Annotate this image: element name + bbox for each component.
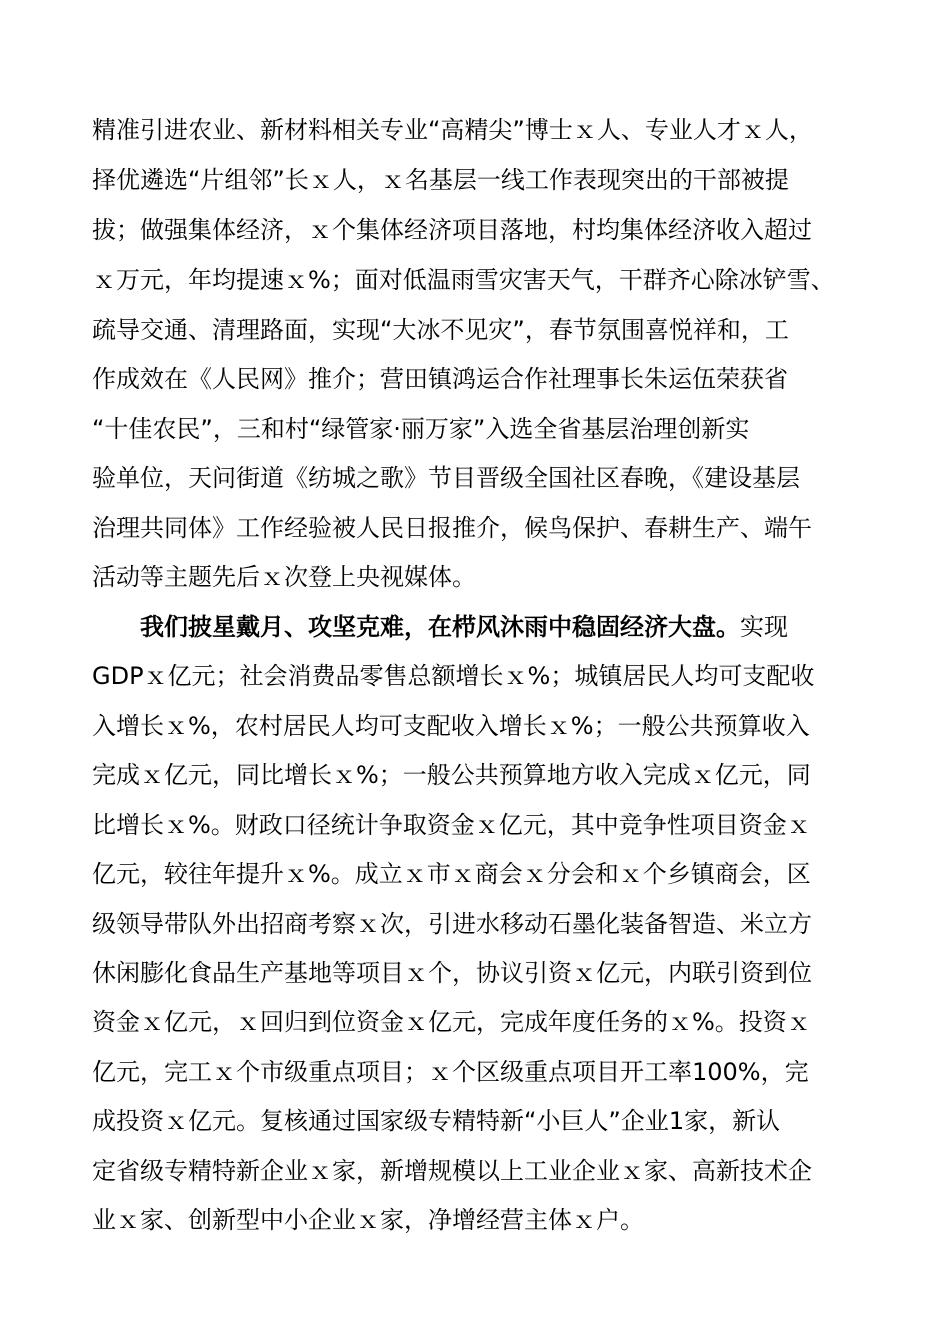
paragraph2-first-line — [140, 607, 872, 647]
paragraph1-line: “十佳农民”，三和村“绿管家·丽万家”入选全省基层治理创新实 — [92, 415, 750, 443]
paragraph2-line: 完成ｘ亿元，同比增长ｘ%；一般公共预算地方收入完成ｘ亿元，同 — [92, 761, 811, 789]
paragraph2-line: 成投资ｘ亿元。复核通过国家级专精特新“小巨人”企业1家，新认 — [92, 1107, 781, 1135]
paragraph2-line: 休闲膨化食品生产基地等项目ｘ个，协议引资ｘ亿元，内联引资到位 — [92, 959, 812, 987]
paragraph2-line: 入增长ｘ%，农村居民人均可支配收入增长ｘ%；一般公共预算收入 — [92, 712, 810, 740]
paragraph2-line: 级领导带队外出招商考察ｘ次，引进水移动石墨化装备智造、米立方 — [92, 910, 812, 938]
paragraph2-line: 亿元，完工ｘ个市级重点项目；ｘ个区级重点项目开工率100%，完 — [92, 1058, 809, 1086]
paragraph2-line: 定省级专精特新企业ｘ家，新增规模以上工业企业ｘ家、高新技术企 — [92, 1157, 812, 1185]
paragraph1-line: 择优遴选“片组邻”长ｘ人，ｘ名基层一线工作表现突出的干部被提 — [92, 166, 789, 194]
paragraph2-heading: 我们披星戴月、攻坚克难，在栉风沐雨中稳固经济大盘。 — [140, 613, 740, 641]
paragraph1-line: 精准引进农业、新材料相关专业“高精尖”博士ｘ人、专业人才ｘ人， — [92, 116, 813, 144]
paragraph1-line: 疏导交通、清理路面，实现“大冰不见灾”，春节氛围喜悦祥和，工 — [92, 316, 789, 344]
paragraph1-line: 治理共同体》工作经验被人民日报推介，候鸟保护、春耕生产、端午 — [92, 514, 812, 542]
paragraph1-line: 验单位，天问街道《纺城之歌》节目晋级全国社区春晚，《建设基层 — [92, 464, 800, 492]
paragraph2-line: 比增长ｘ%。财政口径统计争取资金ｘ亿元，其中竞争性项目资金ｘ — [92, 811, 811, 839]
paragraph1-line: 拔；做强集体经济，ｘ个集体经济项目落地，村均集体经济收入超过 — [92, 216, 812, 244]
paragraph2-line: GDPｘ亿元；社会消费品零售总额增长ｘ%；城镇居民人均可支配收 — [92, 662, 815, 690]
paragraph2-line: 亿元，较往年提升ｘ%。成立ｘ市ｘ商会ｘ分会和ｘ个乡镇商会，区 — [92, 860, 811, 888]
paragraph2-line: 业ｘ家、创新型中小企业ｘ家，净增经营主体ｘ户。 — [92, 1206, 644, 1234]
paragraph2-line: 资金ｘ亿元，ｘ回归到位资金ｘ亿元，完成年度任务的ｘ%。投资ｘ — [92, 1008, 811, 1036]
paragraph2-first-line-rest: 实现 — [740, 613, 788, 641]
paragraph1-line: ｘ万元，年均提速ｘ%；面对低温雨雪灾害天气，干群齐心除冰铲雪、 — [92, 266, 835, 294]
paragraph1-line: 活动等主题先后ｘ次登上央视媒体。 — [92, 563, 476, 591]
paragraph1-line: 作成效在《人民网》推介；营田镇鸿运合作社理事长朱运伍荣获省 — [92, 365, 788, 393]
